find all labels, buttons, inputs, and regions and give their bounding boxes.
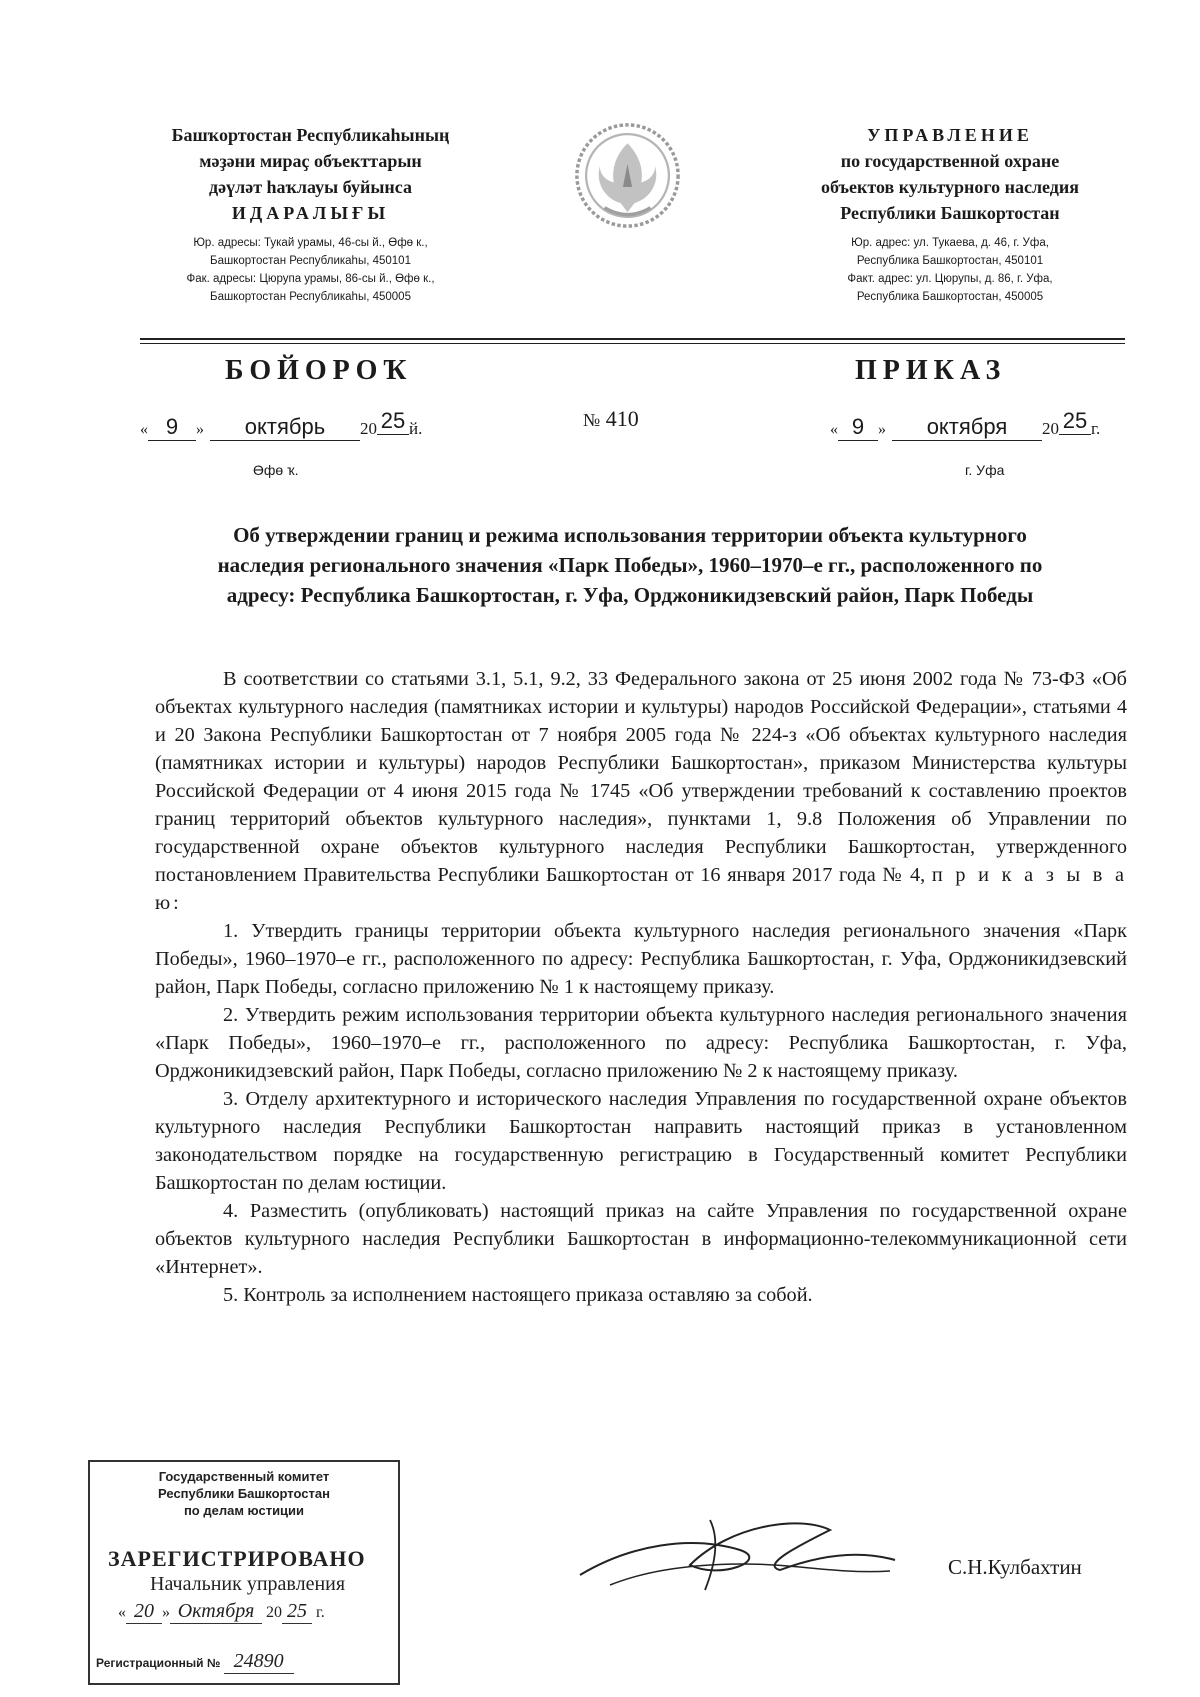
- stamp-date-year: 25: [282, 1600, 312, 1624]
- header-left-line-2: мәҙәни мираҫ объекттарын: [199, 151, 422, 171]
- doc-title-right: ПРИКАЗ: [855, 355, 1007, 386]
- date-day: 9: [838, 414, 878, 441]
- address-line: Республика Башкортостан, 450005: [856, 291, 1044, 303]
- date-suffix: г.: [1091, 419, 1101, 438]
- header-right-org: УПРАВЛЕНИЕ: [867, 125, 1033, 145]
- date-year: 25: [1059, 408, 1091, 435]
- header-left-line-3: дәүләт һаҡлауы буйынса: [209, 177, 412, 197]
- address-line: Фак. адресы: Цюрупа урамы, 86-сы й., Өфө к.,: [186, 273, 435, 285]
- stamp-quote-close: »: [162, 1604, 170, 1621]
- header-right-address: [780, 234, 1120, 306]
- stamp-reg-label: Регистрационный №: [96, 1656, 221, 1670]
- order-item: 5. Контроль за исполнением настоящего приказа оставляю за собой.: [223, 1284, 813, 1306]
- quote-close: »: [196, 421, 204, 438]
- order-body: [155, 665, 1127, 1309]
- signature-scribble: [570, 1505, 900, 1595]
- quote-close: »: [878, 421, 886, 438]
- city-left: Өфө ҡ.: [253, 462, 299, 478]
- quote-open: «: [140, 421, 148, 438]
- doc-title-left: БОЙОРОҠ: [225, 355, 413, 386]
- prikazyvayu: п р и к а з ы в а ю:: [155, 864, 1127, 914]
- order-item: 3. Отделу архитектурного и исторического наследия Управления по государственной охране объектов культурного наследия Республики Башкортостан направить настоящий приказ в установленном законодательством порядке на государственную регистрацию в Государственный комитет Республики Башкортостан по делам юстиции.: [155, 1088, 1127, 1194]
- stamp-org-line: по делам юстиции: [183, 1503, 305, 1518]
- address-line: Республика Башкортостан, 450101: [856, 255, 1044, 267]
- header-divider-thin: [140, 343, 1125, 344]
- stamp-org-line: Республики Башкортостан: [158, 1486, 330, 1501]
- date-month: октябрь: [210, 414, 360, 441]
- date-day: 9: [148, 414, 196, 441]
- stamp-year-prefix: 20: [266, 1604, 282, 1621]
- registration-stamp: [88, 1460, 400, 1685]
- address-line: Юр. адрес: ул. Тукаева, д. 46, г. Уфа,: [851, 237, 1049, 249]
- stamp-reg-number: 24890: [224, 1650, 294, 1674]
- date-right: [830, 408, 1100, 442]
- address-line: Башкортостан Республикаһы, 450101: [210, 255, 411, 267]
- date-year: 25: [377, 408, 409, 435]
- stamp-date-month: Октября: [170, 1600, 262, 1624]
- order-item: 4. Разместить (опубликовать) настоящий приказ на сайте Управления по государственной охране объектов культурного наследия Республики Башкортостан в информационно-телекоммуникационной сети «Интернет».: [155, 1200, 1127, 1278]
- stamp-chief: Начальник управления: [150, 1573, 346, 1595]
- address-line: Факт. адрес: ул. Цюрупы, д. 86, г. Уфа,: [847, 273, 1053, 285]
- header-right-line-2: объектов культурного наследия: [820, 177, 1080, 197]
- coat-of-arms-emblem: [570, 118, 685, 233]
- header-left-address: [138, 234, 483, 306]
- header-left-org: ИДАРАЛЫҒЫ: [231, 203, 390, 223]
- date-suffix: й.: [409, 419, 423, 438]
- preamble-text: В соответствии со статьями 3.1, 5.1, 9.2, 33 Федерального закона от 25 июня 2002 года № 73-ФЗ «Об объектах культурного наследия (памятниках истории и культуры) народов Российской Федерации», статьями 4 и 20 Закона Республики Башкортостан от 7 ноября 2005 года № 224-з «Об объектах культурного наследия (памятниках истории и культуры) народов Республики Башкортостан», приказом Министерства культуры Российской Федерации от 4 июня 2015 года № 1745 «Об утверждении требований к составлению проектов границ территорий объектов культурного наследия», пунктами 1, 9.8 Положения об Управлении по государственной охране объектов культурного наследия Республики Башкортостан, утвержденного постановлением Правительства Республики Башкортостан от 16 января 2017 года № 4,: [155, 668, 1127, 886]
- date-year-prefix: 20: [1042, 419, 1059, 438]
- address-line: Юр. адресы: Тукай урамы, 46-сы й., Өфө к.,: [193, 237, 428, 249]
- order-subject: Об утверждении границ и режима использования территории объекта культурного наследия регионального значения «Парк Победы», 1960–1970–е гг., расположенного по адресу: Республика Башкортостан, г. Уфа, Орджоникидзевский район, Парк Победы: [217, 523, 1043, 607]
- number-label: №: [583, 410, 601, 430]
- header-right-block: [780, 122, 1120, 306]
- date-left: [140, 408, 422, 442]
- stamp-registration-number: [96, 1650, 294, 1674]
- quote-open: «: [830, 421, 838, 438]
- header-divider: [140, 338, 1125, 340]
- stamp-quote-open: «: [118, 1604, 126, 1621]
- stamp-date-day: 20: [126, 1600, 162, 1624]
- order-item: 1. Утвердить границы территории объекта культурного наследия регионального значения «Парк Победы», 1960–1970–е гг., расположенного по адресу: Республика Башкортостан, г. Уфа, Орджоникидзевский район, Парк Победы, согласно приложению № 1 к настоящему приказу.: [155, 920, 1127, 998]
- header-left-block: [138, 122, 483, 306]
- order-number: [583, 406, 639, 432]
- date-month: октября: [892, 414, 1042, 441]
- header-left-line-1: Башҡортостан Республикаһының: [171, 125, 450, 145]
- stamp-registered: ЗАРЕГИСТРИРОВАНО: [108, 1546, 366, 1571]
- stamp-org: [90, 1468, 398, 1519]
- date-year-prefix: 20: [360, 419, 377, 438]
- header-right-line-3: Республики Башкортостан: [840, 203, 1060, 223]
- city-right: г. Уфа: [965, 462, 1005, 478]
- preamble: [155, 665, 1127, 917]
- stamp-date: [118, 1600, 325, 1624]
- order-item: 2. Утвердить режим использования территории объекта культурного наследия регионального значения «Парк Победы», 1960–1970–е гг., расположенного по адресу: Республика Башкортостан, г. Уфа, Орджоникидзевский район, Парк Победы, согласно приложению № 2 к настоящему приказу.: [155, 1004, 1127, 1082]
- header-right-line-1: по государственной охране: [840, 151, 1060, 171]
- stamp-date-suffix: г.: [316, 1604, 325, 1621]
- stamp-org-line: Государственный комитет: [158, 1469, 330, 1484]
- signer-name: С.Н.Кулбахтин: [948, 1555, 1082, 1579]
- number-value: 410: [605, 406, 639, 431]
- address-line: Башкортостан Республикаһы, 450005: [210, 291, 411, 303]
